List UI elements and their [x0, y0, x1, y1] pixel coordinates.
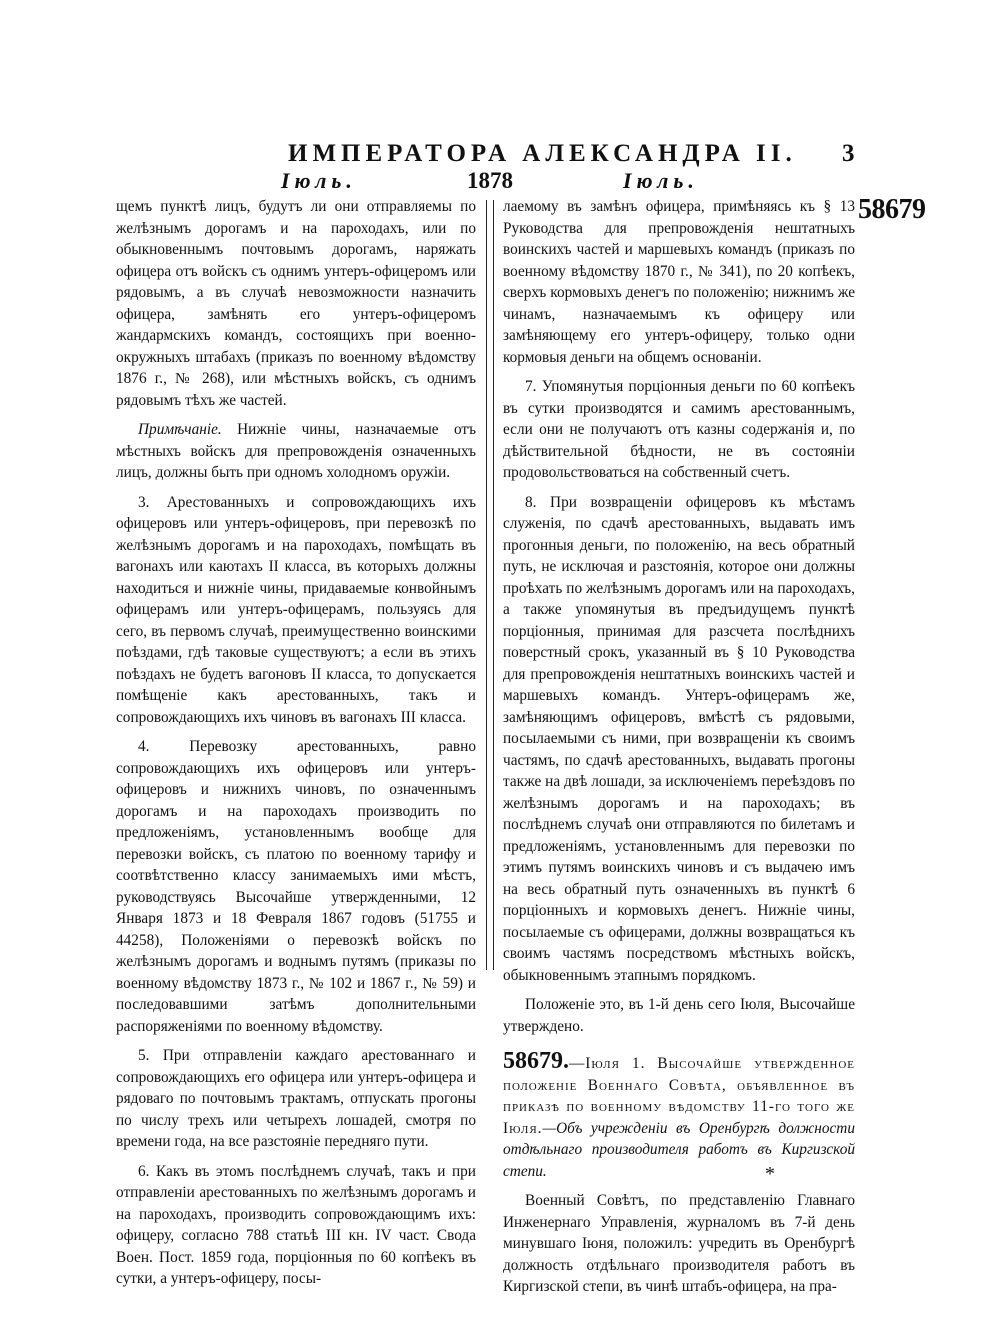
- paragraph-6: 6. Какъ въ этомъ послѣднемъ случаѣ, такъ и при отправленіи арестованныхъ по желѣзнымъ дорогамъ и на пароходахъ, производить сопровождающимъ ихъ: офицеру, согласно 788 статьѣ III кн. IV част. Свода Воен. Пост. 1859 года, порціонныя по 60 копѣекъ въ сутки, а унтеръ-офицеру, посы-: [116, 1162, 476, 1287]
- paragraph-continuation: щемъ пунктѣ лицъ, будутъ ли они отправляемы по желѣзнымъ дорогамъ и на пароходахъ, или по обыкновеннымъ почтовымъ дорогамъ, наряжать офицера отъ войскъ съ однимъ унтеръ-офицеромъ или рядовымъ, а въ случаѣ невозможности назначить офицера, замѣнять его унтеръ-офицеромъ жандармскихъ командъ, состоящихъ при военно-окружныхъ штабахъ (приказъ по военному вѣдомству 1876 г., № 268), или мѣстныхъ войскъ, съ однимъ рядовымъ тѣхъ же частей.: [116, 198, 476, 409]
- note-paragraph: [116, 419, 476, 484]
- month-right: Іюль.: [623, 168, 699, 193]
- paragraph-7: 7. Упомянутыя порціонныя деньги по 60 копѣекъ въ сутки производятся и самимъ арестованнымъ, если они не получаютъ отъ казны содержанія и, по дѣйствительной бѣдности, не въ состояніи продовольствоваться на собственный счетъ.: [503, 378, 855, 481]
- note-label: Примѣчаніе.: [138, 421, 222, 438]
- right-column: [503, 196, 855, 1306]
- note-text: Нижніе чины, назначаемые отъ мѣстныхъ войскъ для препровожденія означенныхъ лицъ, должны быть при одномъ холодномъ оружіи.: [116, 421, 476, 481]
- law-body: Военный Совѣтъ, по представленію Главнаго Инженернаго Управленія, журналомъ въ 7-й день минувшаго Іюня, положилъ: учредить въ Оренбургѣ должность отдѣльнаго производителя работъ въ Киргизской степи, въ чинѣ штабъ-офицера, на пра-: [503, 1192, 855, 1295]
- running-title: ИМПЕРАТОРА АЛЕКСАНДРА II.: [288, 140, 797, 167]
- closing-paragraph: Положеніе это, въ 1-й день сего Іюля, Высочайше утверждено.: [503, 996, 855, 1035]
- law-heading: [503, 1048, 855, 1182]
- paragraph-5: 5. При отправленіи каждаго арестованнаго и сопровождающихъ его офицера или унтеръ-офицера и рядоваго по почтовымъ трактамъ, отпускать прогоны по числу трехъ или четырехъ лошадей, смотря по времени года, на все разстояніе передняго пути.: [116, 1047, 476, 1150]
- law-title: —Объ учрежденіи въ Оренбургѣ должности отдѣльнаго производителя работъ въ Киргизской степи.: [503, 1119, 855, 1180]
- page-number: 3: [842, 140, 855, 167]
- law-heading-text: —Іюля 1. Высочайше утвержденное положеніе Военнаго Совѣта, объявленное въ приказѣ по военному вѣдомству 11-го того же Іюля.: [503, 1055, 855, 1137]
- left-column: [116, 196, 476, 1298]
- signature-mark: *: [765, 1163, 775, 1185]
- column-divider: [486, 200, 494, 970]
- margin-law-number: 58679: [858, 194, 926, 225]
- law-number: 58679.: [503, 1048, 569, 1074]
- month-left: Іюль.: [281, 168, 357, 193]
- paragraph-3: 3. Арестованныхъ и сопровождающихъ ихъ офицеровъ или унтеръ-офицеровъ, при перевозкѣ по желѣзнымъ дорогамъ и на пароходахъ, помѣщать въ вагонахъ или каютахъ II класса, въ которыхъ должны находиться и нижніе чины, придаваемые конвойнымъ офицерамъ или унтеръ-офицерамъ, пользуясь для сего, въ первомъ случаѣ, преимущественно воинскими поѣздами, гдѣ таковые существуютъ; а если въ этихъ поѣздахъ не будетъ вагоновъ II класса, то допускается помѣщеніе какъ арестованныхъ, такъ и сопровождающихъ ихъ чиновъ въ вагонахъ III класса.: [116, 493, 476, 726]
- paragraph-8: 8. При возвращеніи офицеровъ къ мѣстамъ служенія, по сдачѣ арестованныхъ, выдавать имъ прогонныя деньги, по положенію, на весь обратный путь, не исключая и разстоянія, которое они должны проѣхать по желѣзнымъ дорогамъ или на пароходахъ, а также упомянутыя въ предъидущемъ пунктѣ порціонныя, принимая для разсчета послѣднихъ поверстный срокъ, указанный въ § 10 Руководства для препровожденія нештатныхъ воинскихъ частей и маршевыхъ командъ. Унтеръ-офицерамъ же, замѣняющимъ офицеровъ, вмѣстѣ съ рядовыми, посылаемыми съ ними, при возвращеніи къ своимъ частямъ, по сдачѣ арестованныхъ, выдавать прогоны также на двѣ лошади, за исключеніемъ переѣздовъ по желѣзнымъ дорогамъ и на пароходахъ; въ послѣднемъ случаѣ они отправляются по билетамъ и предложеніямъ, установленнымъ для перевозки по этимъ путямъ воинскихъ чиновъ и съ выдачею имъ на весь обратный путь означенныхъ въ пунктѣ 6 порціонныхъ и кормовыхъ денегъ. Нижніе чины, посылаемые съ офицерами, должны возвращаться къ своимъ частямъ посредствомъ мѣстныхъ войскъ, обыкновеннымъ этапнымъ порядкомъ.: [503, 493, 855, 984]
- year: 1878: [467, 168, 513, 193]
- paragraph-continuation-right: лаемому въ замѣнъ офицера, примѣняясь къ § 13 Руководства для препровожденія нештатныхъ воинскихъ частей и маршевыхъ командъ (приказъ по военному вѣдомству 1870 г., № 341), по 20 копѣекъ, сверхъ кормовыхъ денегъ по положенію; нижнимъ же чинамъ, назначаемымъ къ офицеру или замѣняющему его унтеръ-офицеру, только одни кормовыя деньги на общемъ основаніи.: [503, 198, 855, 366]
- paragraph-4: 4. Перевозку арестованныхъ, равно сопровождающихъ ихъ офицеровъ или унтеръ-офицеровъ и нижнихъ чиновъ, по означеннымъ дорогамъ и на пароходахъ производить по предложеніямъ, установленнымъ вообще для перевозки войскъ, съ платою по военному тарифу и соотвѣтственно классу занимаемыхъ ими мѣстъ, руководствуясь Высочайше утвержденными, 12 Января 1873 и 18 Февраля 1867 годовъ (51755 и 44258), Положеніями о перевозкѣ войскъ по желѣзнымъ дорогамъ и воднымъ путямъ (приказы по военному вѣдомству 1873 г., № 102 и 1867 г., № 59) и последовавшими затѣмъ дополнительными распоряженіями по военному вѣдомству.: [116, 738, 476, 1035]
